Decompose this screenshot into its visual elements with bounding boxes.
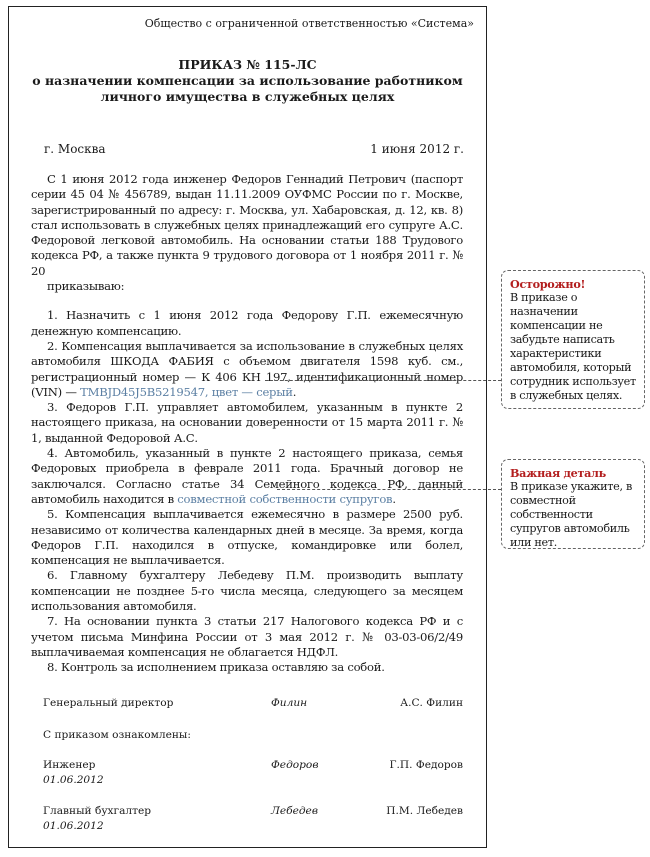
- warning-note: [501, 270, 645, 409]
- warning-note-title: Осторожно!: [510, 277, 586, 291]
- item-5: 5. Компенсация выплачивается ежемесячно в размере 2500 руб. независимо от количества календарных дней в месяце. За время, когда Федоров Г.П. находился в отпуске, командировке или болел, компенсация не выплачивается.: [31, 507, 463, 568]
- order-subject-line1: о назначении компенсации за использование работником: [32, 73, 463, 88]
- detail-note-title: Важная деталь: [510, 466, 606, 480]
- order-title: [9, 57, 486, 105]
- order-date: 1 июня 2012 г.: [370, 142, 464, 156]
- engineer-signature: Федоров: [271, 759, 319, 771]
- place-date-row: [44, 142, 464, 156]
- item-3: 3. Федоров Г.П. управляет автомобилем, указанным в пункте 2 настоящего приказа, на основании доверенности от 15 марта 2011 г. № 1, выданной Федоровой А.С.: [31, 400, 463, 445]
- director-signature: Филин: [271, 697, 308, 709]
- item-4: 4. Автомобиль, указанный в пункте 2 настоящего приказа, семья Федоровых приобрела в феврале 2011 года. Брачный договор не заключался. Согласно статье 34 Семейного кодекса РФ, данный автомобиль находится в совместной собственности супругов.: [31, 446, 463, 506]
- warn-leader-line: [265, 380, 501, 381]
- order-body: [31, 172, 463, 676]
- accountant-signature: Лебедев: [271, 805, 318, 817]
- item-1: 1. Назначить с 1 июня 2012 года Федорову Г.П. ежемесячную денежную компенсацию.: [31, 308, 463, 338]
- intro-paragraph: С 1 июня 2012 года инженер Федоров Геннадий Петрович (паспорт серии 45 04 № 456789, выдан 11.11.2009 ОУФМС России по г. Москве, зарегистрированный по адресу: г. Москва, ул. Хабаровская, д. 12, кв. 8) стал использовать в служебных целях принадлежащий его супруге А.С. Федоровой легковой автомобиль. На основании статьи 188 Трудового кодекса РФ, а также пункта 9 трудового договора от 1 ноября 2011 г. № 20: [31, 172, 463, 278]
- vin-color-highlight: TMBJD45J5B5219547, цвет — серый: [80, 384, 293, 399]
- order-subject-line2: личного имущества в служебных целях: [100, 89, 395, 104]
- detail-note-text: В приказе укажите, в совместной собственности супругов автомобиль или нет.: [510, 480, 633, 549]
- detail-leader-line: [277, 489, 501, 490]
- item-7: 7. На основании пункта 3 статьи 217 Налогового кодекса РФ и с учетом письма Минфина России от 3 мая 2012 г. № 03-03-06/2/49 выплачиваемая компенсация не облагается НДФЛ.: [31, 614, 463, 659]
- item-6: 6. Главному бухгалтеру Лебедеву П.М. производить выплату компенсации не позднее 5-го числа месяца, следующего за месяцем использования автомобиля.: [31, 568, 463, 614]
- city: г. Москва: [44, 142, 106, 156]
- item-8: 8. Контроль за исполнением приказа оставляю за собой.: [47, 660, 385, 675]
- order-number: ПРИКАЗ № 115-ЛС: [178, 57, 317, 72]
- joint-property-highlight: совместной собственности супругов: [177, 491, 393, 506]
- detail-note: [501, 459, 645, 549]
- organization-name: Общество с ограниченной ответственностью «Система»: [144, 17, 474, 30]
- order-document: Общество с ограниченной ответственностью «Система» ПРИКАЗ № 115-ЛС о назначении компенсации за использование работником личного имущества в служебных целях г. Москва 1 июня 2012 г. С 1 июня 2012 года инженер Федоров Геннадий Петрович (паспорт серии 45 04 № 456789, выдан 11.11.2009 ОУФМС России по г. Москве, зарегистрированный по адресу: г. Москва, ул. Хабаровская, д. 12, кв. 8) стал использовать в служебных целях принадлежащий его супруге А.С. Федоровой легковой автомобиль. На основании статьи 188 Трудового кодекса РФ, а также пункта 9 трудового договора от 1 ноября 2011 г. № 20 приказываю: 1. Назначить с 1 июня 2012 года Федорову Г.П. ежемесячную денежную компенсацию. 2. Компенсация выплачивается за использование в служебных целях автомобиля ШКОДА ФАБИЯ с объемом двигателя 1598 куб. см., регистрационный номер — К 406 КН 197, идентификационный номер (VIN) — TMBJD45J5B5219547, цвет — серый. 3. Федоров Г.П. управляет автомобилем, указанным в пункте 2 настоящего приказа, на основании доверенности от 15 марта 2011 г. № 1, выданной Федоровой А.С. 4. Автомобиль, указанный в пункте 2 настоящего приказа, семья Федоровых приобрела в феврале 2011 года. Брачный договор не заключался. Согласно статье 34 Семейного кодекса РФ, данный автомобиль находится в совместной собственности супругов. 5. Компенсация выплачивается ежемесячно в размере 2500 руб. независимо от количества календарных дней в месяце. За время, когда Федоров Г.П. находился в отпуске, командировке или болел, компенсация не выплачивается. 6. Главному бухгалтеру Лебедеву П.М. производить выплату компенсации не позднее 5-го числа месяца, следующего за месяцем использования автомобиля. 7. На основании пункта 3 статьи 217 Налогового кодекса РФ и с учетом письма Минфина России от 3 мая 2012 г. № 03-03-06/2/49 выплачиваемая компенсация не облагается НДФЛ. 8. Контроль за исполнением приказа оставляю за собой. Генеральный директор Филин А.С. Филин С приказом ознакомлены: Инженер 01.06.2012 Федоров Г.П. Федоров Главный бухгалтер 01.06.2012 Лебедев П.М. Лебедев: [8, 6, 487, 848]
- order-word: приказываю:: [47, 279, 125, 294]
- warning-note-text: В приказе о назначении компенсации не забудьте написать характеристики автомобиля, который сотрудник использует в служебных целях.: [510, 291, 636, 402]
- item-2: 2. Компенсация выплачивается за использование в служебных целях автомобиля ШКОДА ФАБИЯ с объемом двигателя 1598 куб. см., регистрационный номер — К 406 КН 197, идентификационный номер (VIN) — TMBJD45J5B5219547, цвет — серый.: [31, 338, 463, 399]
